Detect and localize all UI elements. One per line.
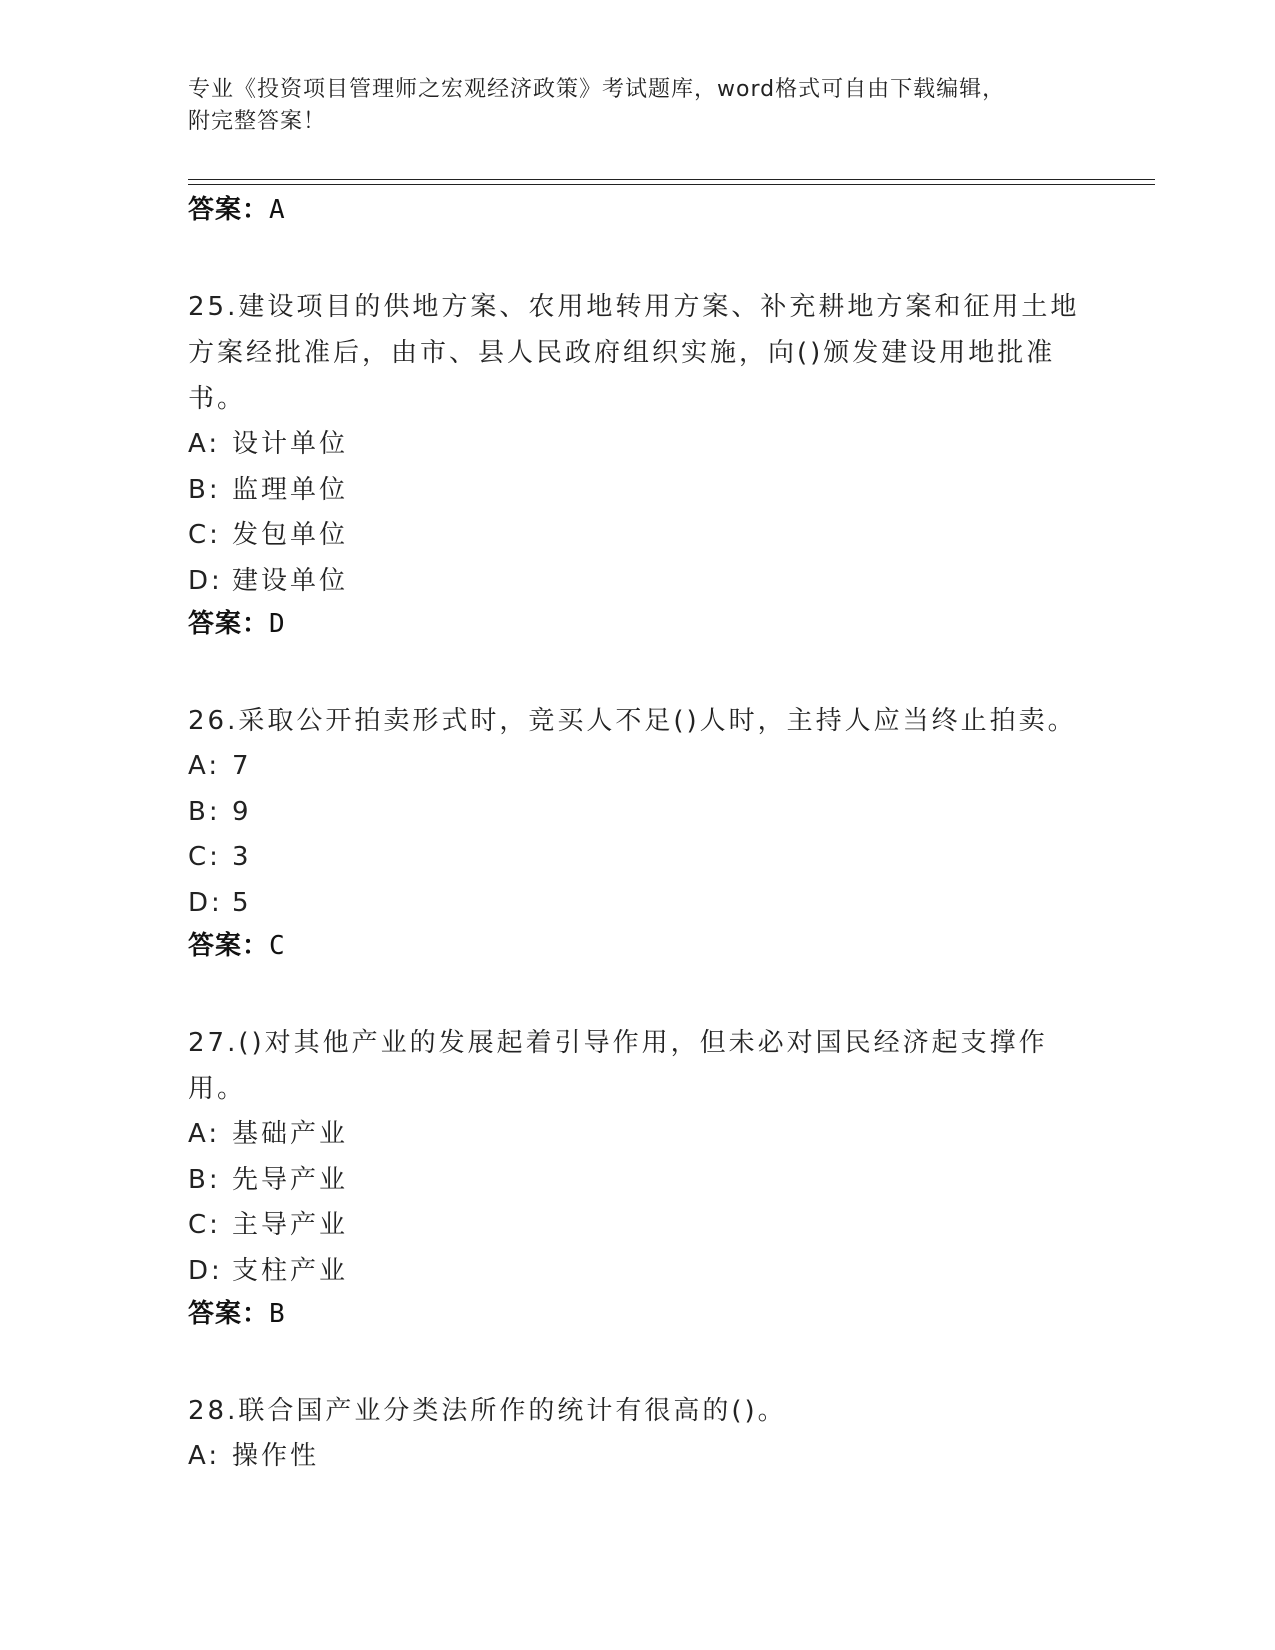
option-text: 发包单位 [232, 520, 349, 550]
answer-line [188, 604, 1088, 644]
question-28 [188, 1388, 1088, 1480]
option-key: B: [188, 796, 221, 827]
option-a [188, 1112, 1088, 1158]
question-27 [188, 1020, 1088, 1334]
option-text: 5 [232, 887, 252, 918]
option-text: 7 [232, 751, 252, 781]
option-key: D: [188, 1255, 223, 1286]
option-key: D: [188, 887, 223, 918]
option-text: 9 [232, 796, 252, 827]
option-d [188, 559, 1088, 605]
answer-line [188, 190, 1088, 230]
question-26 [188, 698, 1088, 966]
option-text: 基础产业 [232, 1119, 349, 1149]
option-text: 先导产业 [232, 1164, 349, 1195]
option-a [188, 1434, 1088, 1480]
answer-value: A [269, 195, 286, 225]
question-text: 27.()对其他产业的发展起着引导作用，但未必对国民经济起支撑作用。 [188, 1028, 1048, 1104]
page-header [188, 74, 1088, 138]
question-25 [188, 284, 1088, 644]
option-key: B: [188, 474, 221, 505]
option-a [188, 422, 1088, 468]
header-line-2: 附完整答案！ [188, 109, 327, 134]
option-key: A: [188, 1119, 221, 1149]
answer-label: 答案： [188, 609, 270, 639]
option-a [188, 744, 1088, 790]
option-text: 支柱产业 [232, 1255, 349, 1286]
header-line-1: 专业《投资项目管理师之宏观经济政策》考试题库，word格式可自由下载编辑， [188, 77, 1006, 102]
option-key: A: [188, 429, 221, 459]
option-key: C: [188, 520, 221, 550]
answer-value: D [269, 609, 286, 639]
option-c [188, 513, 1088, 559]
question-list [188, 190, 1088, 1480]
option-text: 监理单位 [232, 474, 349, 505]
answer-label: 答案： [188, 1299, 270, 1329]
option-d [188, 881, 1088, 927]
option-key: C: [188, 1210, 221, 1240]
answer-line [188, 1294, 1088, 1334]
answer-value: B [269, 1299, 286, 1329]
option-text: 主导产业 [232, 1210, 349, 1240]
option-text: 操作性 [232, 1441, 320, 1471]
answer-label: 答案： [188, 195, 270, 225]
option-text: 设计单位 [232, 429, 349, 459]
option-key: A: [188, 1441, 221, 1471]
option-key: B: [188, 1164, 221, 1195]
option-key: A: [188, 751, 221, 781]
question-text: 28.联合国产业分类法所作的统计有很高的()。 [188, 1396, 787, 1426]
option-key: D: [188, 565, 223, 596]
answer-line [188, 926, 1088, 966]
option-text: 3 [232, 842, 252, 872]
option-b [188, 1158, 1088, 1204]
header-divider-top [188, 179, 1155, 180]
option-key: C: [188, 842, 221, 872]
option-c [188, 835, 1088, 881]
question-text: 25.建设项目的供地方案、农用地转用方案、补充耕地方案和征用土地方案经批准后，由市、县人民政府组织实施，向()颁发建设用地批准书。 [188, 292, 1080, 414]
option-b [188, 790, 1088, 836]
answer-label: 答案： [188, 931, 270, 961]
option-d [188, 1249, 1088, 1295]
option-c [188, 1203, 1088, 1249]
question-text: 26.采取公开拍卖形式时，竞买人不足()人时，主持人应当终止拍卖。 [188, 706, 1077, 736]
option-text: 建设单位 [232, 565, 349, 596]
answer-value: C [269, 931, 286, 961]
option-b [188, 468, 1088, 514]
header-divider-bottom [188, 184, 1155, 185]
